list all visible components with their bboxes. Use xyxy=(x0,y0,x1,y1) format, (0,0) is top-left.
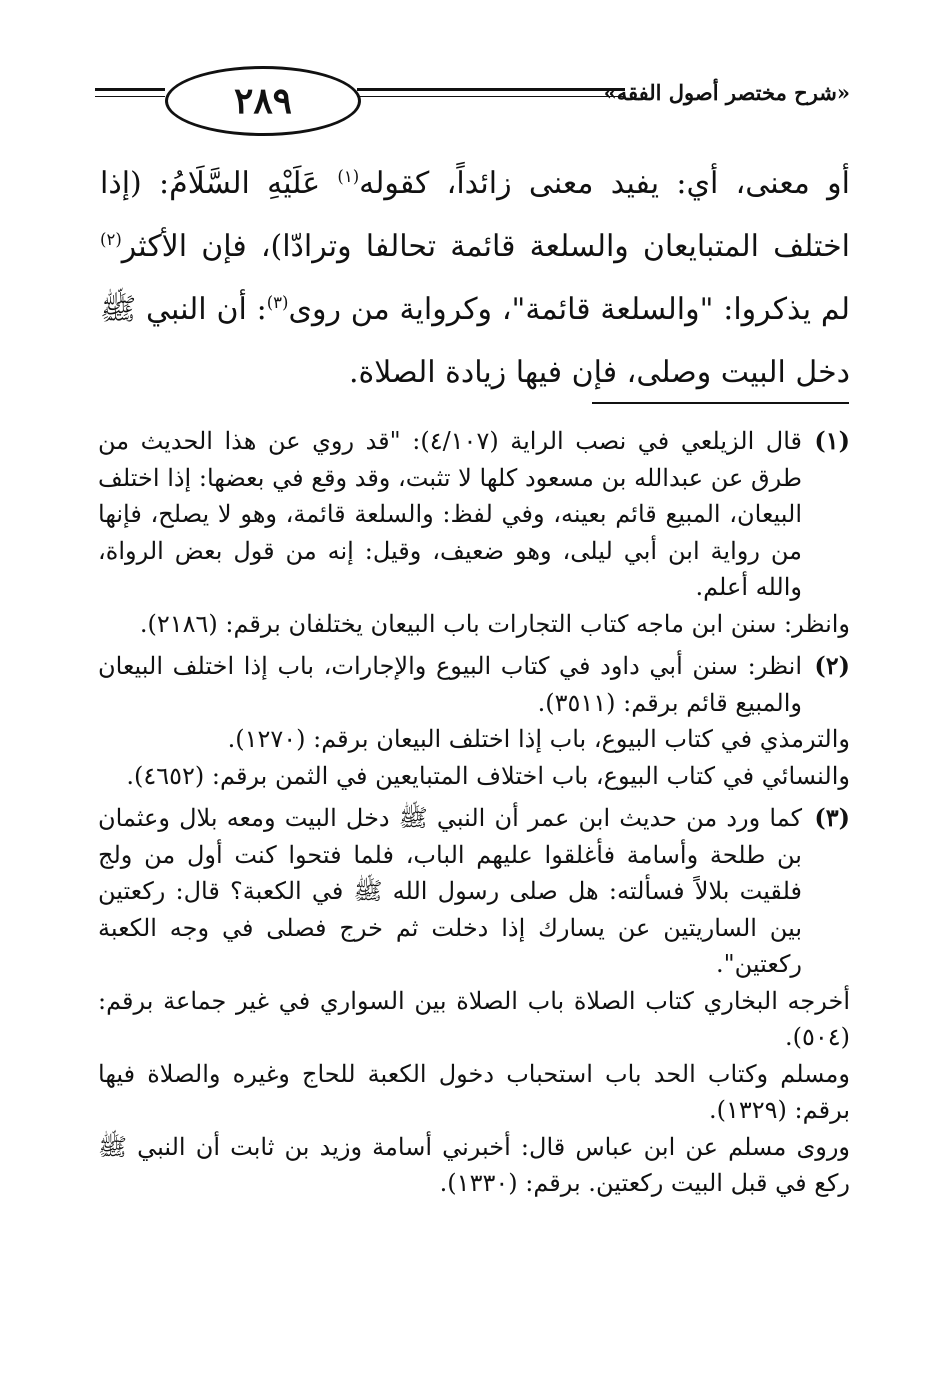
header-rule-left-bottom xyxy=(95,96,165,97)
footnote-paragraph: ومسلم وكتاب الحد باب استحباب دخول الكعبة للحاج وغيره والصلاة فيها برقم: (١٣٢٩). xyxy=(98,1059,850,1124)
footnote-paragraph: كما ورد من حديث ابن عمر أن النبي ﷺ دخل البيت ومعه بلال وعثمان بن طلحة وأسامة فأغلقوا عليهم الباب، فلما فتحوا كنت أول من ولج فلقيت بلالاً فسألته: هل صلى رسول الله ﷺ في الكعبة؟ قال: ركعتين بين الساريتين عن يسارك إذا دخلت ثم خرج فصلى في وجه الكعبة ركعتين". xyxy=(98,804,802,978)
main-paragraph xyxy=(100,152,850,404)
footnote-ref-3: (٣) xyxy=(266,293,289,312)
page-number-badge xyxy=(165,66,361,136)
footnotes-section xyxy=(98,423,850,1208)
header-rule-middle-bottom xyxy=(357,96,625,97)
main-text-segment-3: لم يذكروا: "والسلعة قائمة"، وكرواية من روى xyxy=(288,292,850,327)
footnote-separator xyxy=(592,402,849,404)
header-rule-left-top xyxy=(95,88,165,91)
page-number: ٢٨٩ xyxy=(234,80,293,122)
footnote-number: (١) xyxy=(814,426,850,455)
book-title: «شرح مختصر أصول الفقه» xyxy=(603,80,850,105)
footnote-body xyxy=(98,800,851,1202)
main-text-segment-4: : أن النبي ﷺ دخل البيت وصلى، فإن فيها زيادة الصلاة. xyxy=(100,292,850,390)
main-text-body xyxy=(100,152,850,404)
footnote-paragraph: أخرجه البخاري كتاب الصلاة باب الصلاة بين السواري في غير جماعة برقم: (٥٠٤). xyxy=(98,986,850,1051)
footnote-3 xyxy=(98,800,850,1202)
footnote-body xyxy=(98,423,850,642)
footnote-ref-1: (١) xyxy=(337,167,360,186)
footnote-body xyxy=(98,648,850,794)
footnote-paragraph: وروى مسلم عن ابن عباس قال: أخبرني أسامة وزيد بن ثابت أن النبي ﷺ ركع في قبل البيت ركعتين. برقم: (١٣٣٠). xyxy=(98,1132,851,1197)
header-rule-middle-top xyxy=(357,88,625,91)
main-text-segment-2: عَلَيْهِ السَّلَامُ: (إذا اختلف المتبايعان والسلعة قائمة تحالفا وترادّا)، فإن الأكثر xyxy=(100,166,850,264)
page-header xyxy=(95,58,850,138)
main-text-segment-1: أو معنى، أي: يفيد معنى زائداً، كقوله xyxy=(359,166,850,201)
footnote-2 xyxy=(98,648,850,794)
footnote-paragraph: والترمذي في كتاب البيوع، باب إذا اختلف البيعان برقم: (١٢٧٠). xyxy=(227,725,850,753)
footnote-paragraph: وانظر: سنن ابن ماجه كتاب التجارات باب البيعان يختلفان برقم: (٢١٨٦). xyxy=(139,609,850,638)
footnote-paragraph: انظر: سنن أبي داود في كتاب البيوع والإجارات، باب إذا اختلف البيعان والمبيع قائم برقم: (٣٥١١). xyxy=(98,652,802,717)
footnote-number: (٢) xyxy=(814,651,850,680)
footnote-paragraph: والنسائي في كتاب البيوع، باب اختلاف المتبايعين في الثمن برقم: (٤٦٥٢). xyxy=(126,761,850,790)
footnote-paragraph: قال الزيلعي في نصب الراية (٤/١٠٧): "قد روي عن هذا الحديث من طرق عن عبدالله بن مسعود كلها لا تثبت، وقد وقع في بعضها: إذا اختلف البيعان، المبيع قائم بعينه، وفي لفظ: والسلعة قائمة، وهو لا يصلح، فإنها من رواية ابن أبي ليلى، وهو ضعيف، وقيل: إنه من قول بعض الرواة، والله أعلم. xyxy=(98,427,803,601)
footnote-number: (٣) xyxy=(814,803,850,832)
footnote-ref-2: (٢) xyxy=(100,230,122,249)
footnote-1 xyxy=(98,423,850,642)
